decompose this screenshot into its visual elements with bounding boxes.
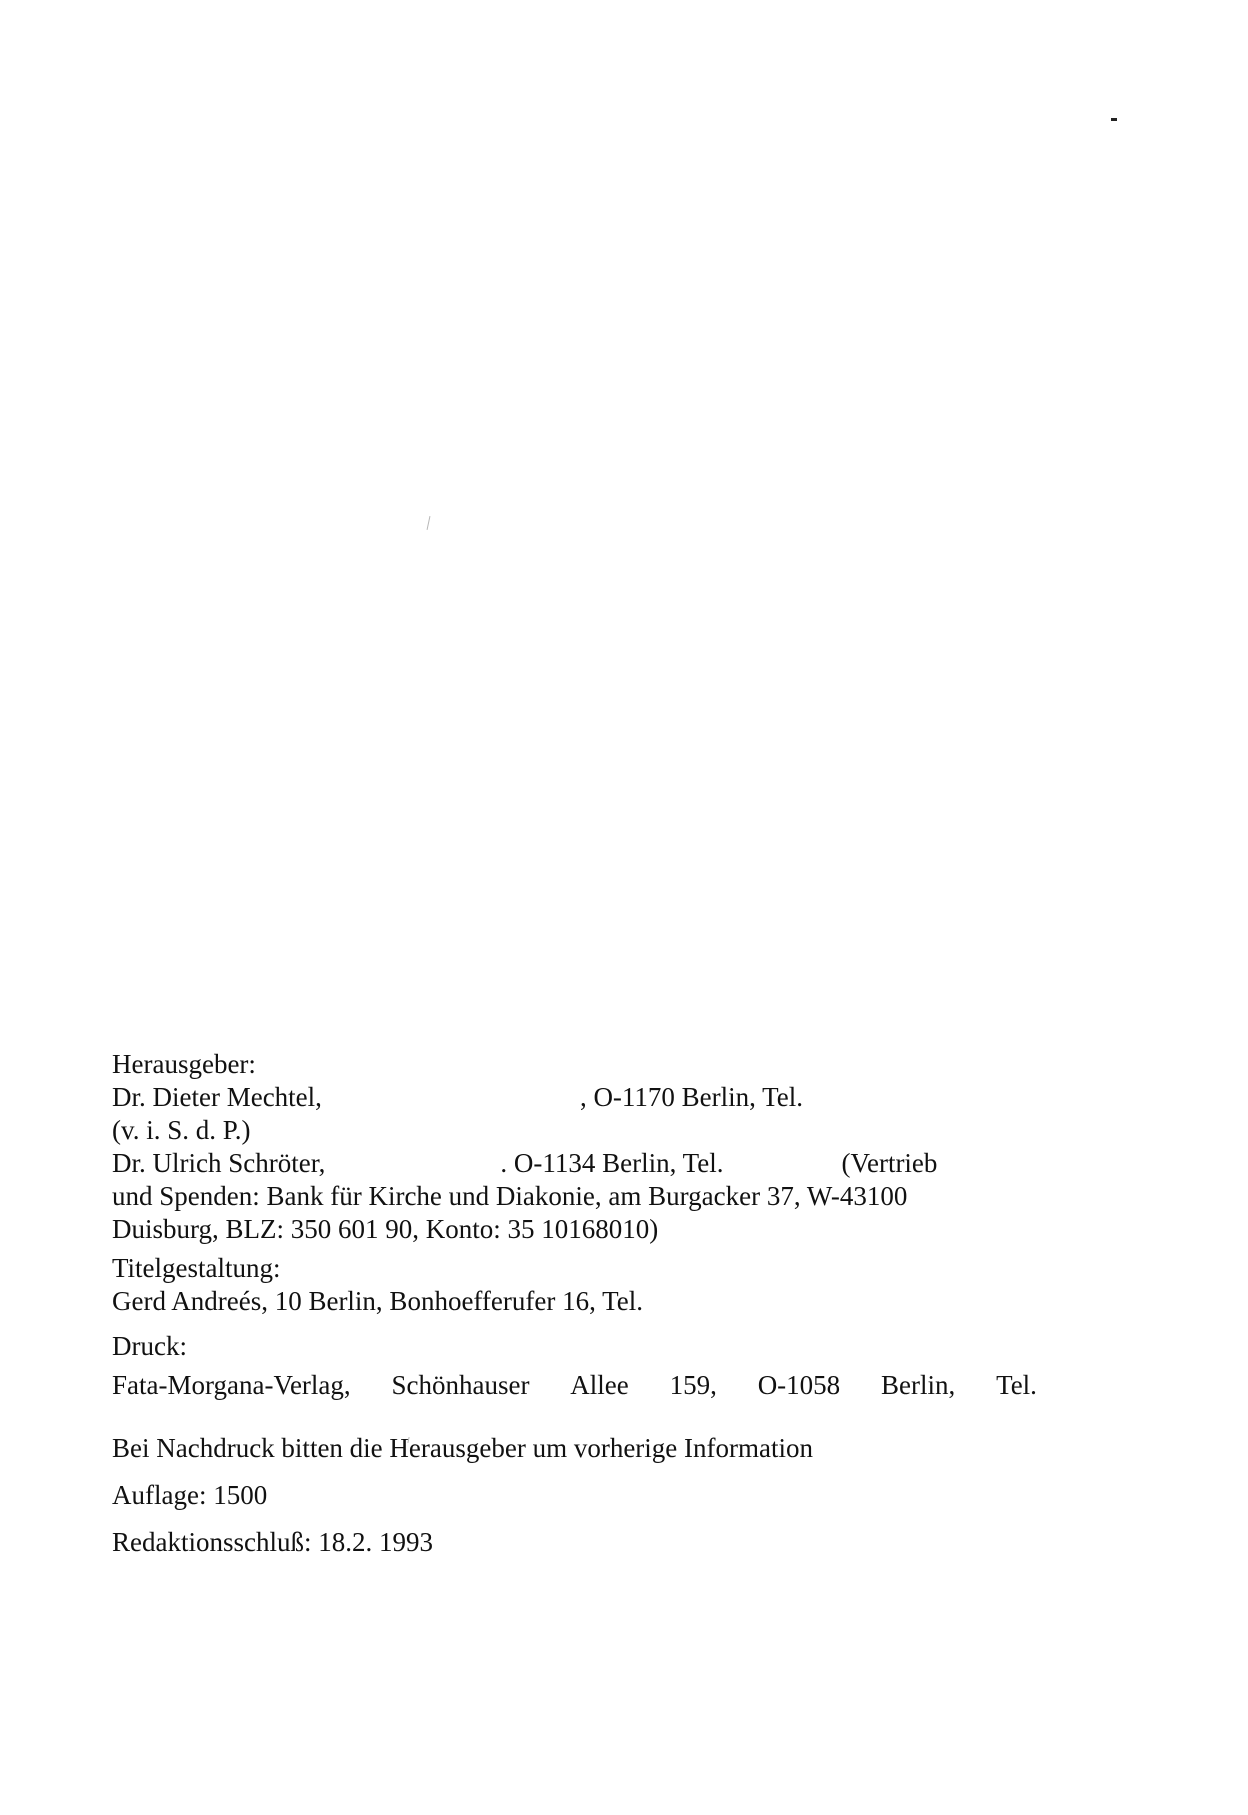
print-word: Schönhauser: [391, 1370, 530, 1400]
publisher-2-vertrieb: (Vertrieb: [841, 1148, 938, 1178]
deadline: Redaktionsschluß: 18.2. 1993: [112, 1527, 433, 1557]
scan-mark: [427, 516, 431, 530]
print-word: 159,: [669, 1370, 717, 1400]
reprint-notice: Bei Nachdruck bitten die Herausgeber um vorherige Information: [112, 1433, 813, 1463]
bank-line: und Spenden: Bank für Kirche und Diakonie, am Burgacker 37, W-43100: [112, 1181, 908, 1211]
publisher-2-line: [112, 1147, 1042, 1180]
title-design-heading: Titelgestaltung:: [112, 1253, 281, 1283]
edition: Auflage: 1500: [112, 1480, 268, 1510]
publisher-1-line: [112, 1081, 1042, 1114]
print-line: [112, 1369, 1037, 1402]
print-word: Allee: [570, 1370, 629, 1400]
scan-speck: [1111, 118, 1117, 121]
publisher-1-name: Dr. Dieter Mechtel,: [112, 1082, 322, 1112]
publisher-1-address: , O-1170 Berlin, Tel.: [579, 1082, 804, 1112]
print-word: O-1058: [757, 1370, 841, 1400]
print-heading: Druck:: [112, 1331, 187, 1361]
imprint-block: [112, 1048, 1042, 1559]
print-word: Fata-Morgana-Verlag,: [112, 1370, 351, 1400]
publisher-2-name: Dr. Ulrich Schröter,: [112, 1148, 326, 1178]
print-word: Berlin,: [881, 1370, 956, 1400]
print-word: Tel.: [996, 1370, 1037, 1400]
publisher-heading: Herausgeber:: [112, 1049, 256, 1079]
account-line: Duisburg, BLZ: 350 601 90, Konto: 35 10168010): [112, 1214, 659, 1244]
publisher-1-note: (v. i. S. d. P.): [112, 1115, 251, 1145]
title-design-text: Gerd Andreés, 10 Berlin, Bonhoefferufer 16, Tel.: [112, 1286, 643, 1316]
publisher-2-address: . O-1134 Berlin, Tel.: [500, 1148, 724, 1178]
